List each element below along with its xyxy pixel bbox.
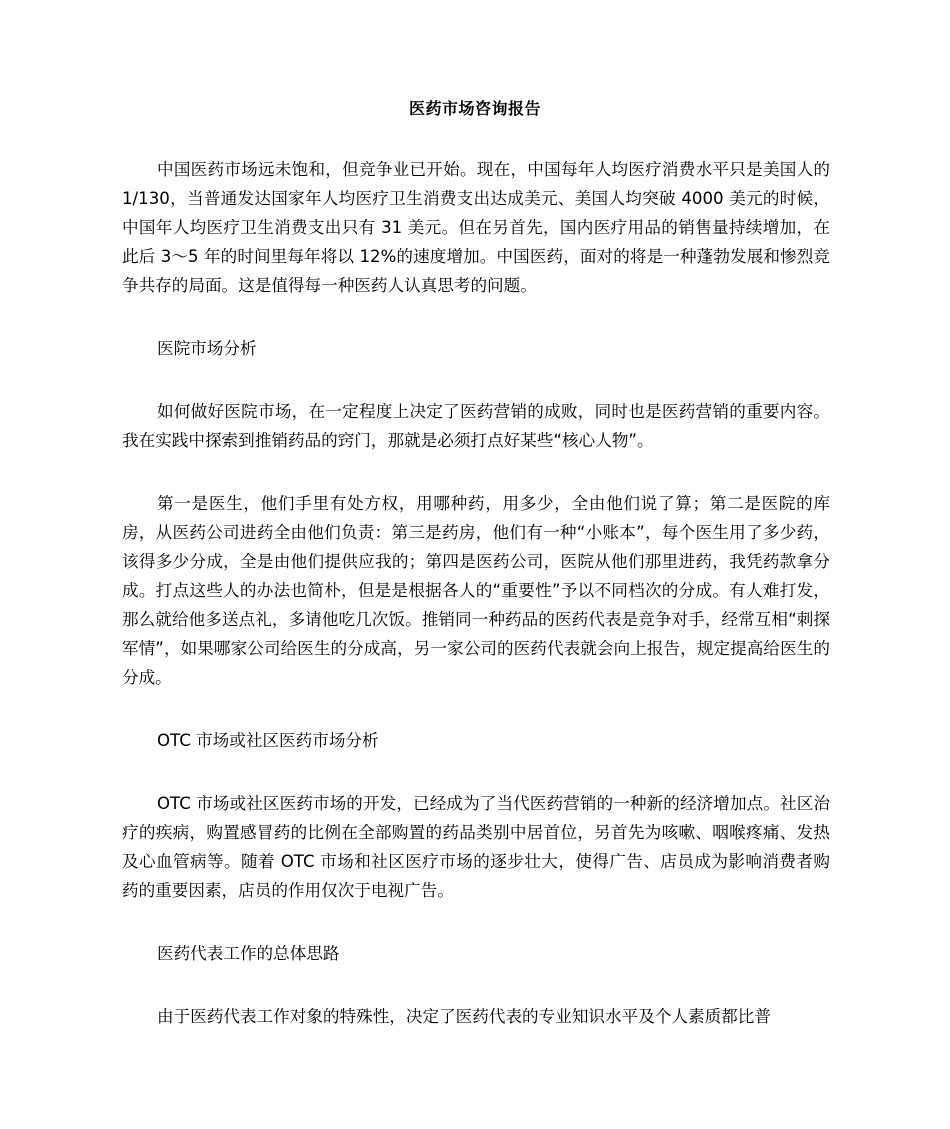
section-heading-rep-approach: 医药代表工作的总体思路 — [157, 944, 340, 963]
section-heading-hospital-market: 医院市场分析 — [157, 339, 257, 358]
document-body — [122, 155, 830, 1065]
paragraph-rep-approach: 由于医药代表工作对象的特殊性，决定了医药代表的专业知识水平及个人素质都比普 — [157, 1007, 771, 1026]
paragraph-key-persons: 第一是医生，他们手里有处方权，用哪种药，用多少，全由他们说了算；第二是医院的库房，从医药公司进药全由他们负责：第三是药房，他们有一种“小账本”，每个医生用了多少药，该得多少分成，全是由他们提供应我的；第四是医药公司，医院从他们那里进药，我凭药款拿分成。打点这些人的办法也简朴，但是是根据各人的“重要性”予以不同档次的分成。有人难打发，那么就给他多送点礼，多请他吃几次饭。推销同一种药品的医药代表是竞争对手，经常互相“刺探军情”，如果哪家公司给医生的分成高，另一家公司的医药代表就会向上报告，规定提高给医生的分成。 — [122, 494, 830, 687]
paragraph-hospital-market-intro: 如何做好医院市场，在一定程度上决定了医药营销的成败，同时也是医药营销的重要内容。我在实践中探索到推销药品的窍门，那就是必须打点好某些“核心人物”。 — [122, 402, 830, 450]
document-title: 医药市场咨询报告 — [408, 99, 541, 118]
paragraph-otc-market: OTC 市场或社区医药市场的开发，已经成为了当代医药营销的一种新的经济增加点。社区治疗的疾病，购置感冒药的比例在全部购置的药品类别中居首位，另首先为咳嗽、咽喉疼痛、发热及心血管病等。随着 OTC 市场和社区医疗市场的逐步壮大，使得广告、店员成为影响消费者购药的重要因素，店员的作用仅次于电视广告。 — [122, 794, 830, 900]
section-heading-otc-market: OTC 市场或社区医药市场分析 — [157, 731, 379, 750]
paragraph-market-overview: 中国医药市场远未饱和，但竞争业已开始。现在，中国每年人均医疗消费水平只是美国人的 1/130，当普通发达国家年人均医疗卫生消费支出达成美元、美国人均突破 4000 美元的时候，中国年人均医疗卫生消费支出只有 31 美元。但在另首先，国内医疗用品的销售量持续增加，在此后 3～5 年的时间里每年将以 12%的速度增加。中国医药，面对的将是一种蓬勃发展和惨烈竞争共存的局面。这是值得每一种医药人认真思考的问题。 — [122, 160, 830, 295]
